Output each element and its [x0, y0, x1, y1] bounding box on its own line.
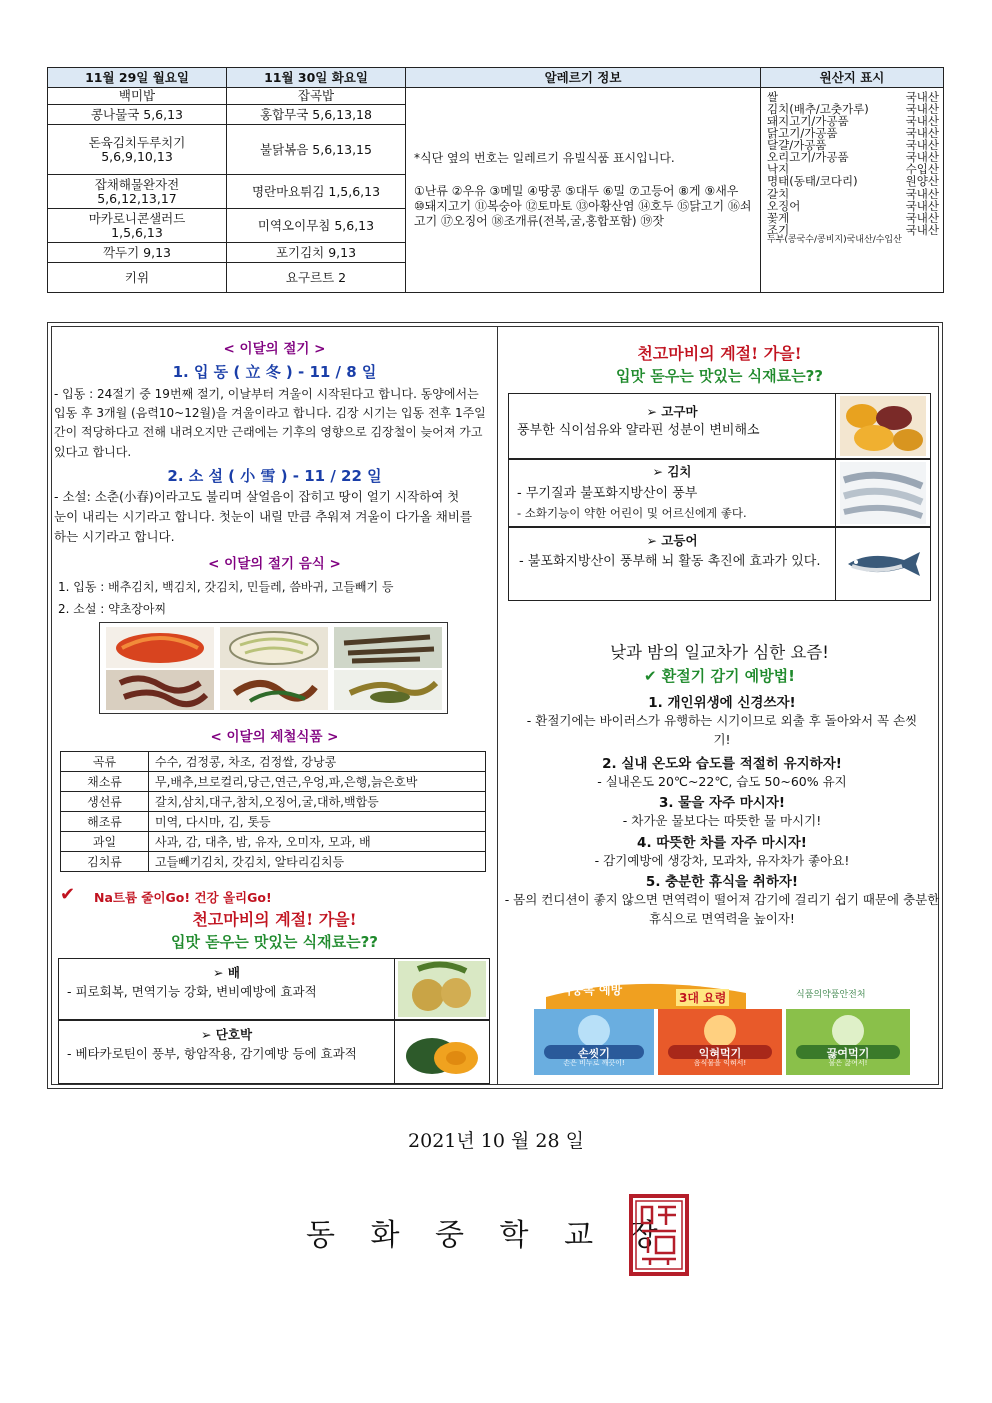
caption-line: 익혀서!	[723, 1059, 747, 1067]
poster-label-cook: 익혀먹기	[698, 1047, 742, 1060]
origin-item: 쌀	[767, 90, 779, 104]
newsletter-frame	[47, 322, 943, 1089]
autumn-title-left: 천고마비의 계절! 가을!	[192, 910, 357, 929]
bullet-icon: ➢	[646, 533, 662, 548]
food-desc-sweet-potato: 풍부한 식이섬유와 얄라핀 성분이 변비해소	[517, 423, 760, 439]
school-seal	[628, 1193, 690, 1277]
term2-title: 2. 소 설 ( 小 雪 ) - 11 / 22 일	[167, 467, 382, 485]
allergy-note: *식단 옆의 번호는 일레르기 유빌식품 표시입니다.	[414, 151, 675, 165]
origin-row	[767, 212, 939, 224]
menu-cell: 불닭볶음 5,6,13,15	[227, 125, 406, 175]
origin-country: 국내산	[905, 102, 939, 117]
food-desc-mackerel: - 불포화지방산이 풍부해 뇌 활동 촉진에 효과가 있다.	[519, 554, 821, 570]
poster-label-handwash: 손씻기	[578, 1047, 610, 1060]
produce-table	[60, 751, 486, 872]
mackerel-image	[836, 528, 930, 600]
produce-row	[61, 812, 486, 832]
origin-item: 꽃게	[767, 210, 790, 225]
produce-row	[61, 792, 486, 812]
produce-title: < 이달의 제철식품 >	[210, 729, 339, 745]
check-icon: ✔	[60, 884, 76, 905]
produce-table-body	[61, 752, 486, 872]
caption-line: 물은	[828, 1059, 843, 1067]
bullet-icon: ➢	[646, 404, 662, 419]
tip-5-heading: 5. 충분한 휴식을 취하자!	[645, 873, 799, 890]
term1-title: 1. 입 동 ( 立 冬 ) - 11 / 8 일	[172, 363, 377, 381]
tip-2-text: - 실내온도 20℃~22℃, 습도 50~60% 유지	[597, 773, 847, 789]
tasty-title-left: 입맛 돋우는 맛있는 식재료는??	[171, 933, 378, 951]
origin-last: 두부(콩국수/콩비지)국내산/수입산	[767, 234, 902, 245]
origin-item: 오징어	[767, 198, 801, 213]
bullet-icon: ➢	[200, 1027, 216, 1042]
origin-item: 닭고기/가공품	[767, 126, 838, 141]
bullet-icon: ➢	[652, 464, 668, 479]
produce-row	[61, 752, 486, 772]
food-text	[509, 394, 836, 458]
caption-line: 깨끗이!	[601, 1059, 625, 1067]
poster-sub: 3대 요령	[676, 989, 729, 1006]
origin-country: 국내산	[905, 222, 939, 237]
poster-cap-boil	[786, 1060, 910, 1067]
header-allergy: 알레르기 정보	[406, 68, 761, 88]
caption-line: 손은 비누로	[563, 1059, 600, 1067]
food-box-pear	[58, 958, 490, 1020]
header-monday: 11월 29일 월요일	[48, 68, 227, 88]
season-food-2: 2. 소설 : 약초장아찌	[58, 602, 167, 616]
origin-item: 명태(동태/코다리)	[767, 174, 858, 189]
menu-cell: 홍합무국 5,6,13,18	[227, 105, 406, 125]
header-tuesday: 11월 30일 화요일	[227, 68, 406, 88]
poster-cap-handwash	[534, 1060, 654, 1067]
origin-item: 돼지고기/가공품	[767, 114, 849, 129]
food-poisoning-poster	[526, 975, 914, 1077]
menu-cell: 미역오이무침 5,6,13	[227, 209, 406, 243]
newsletter-inner-frame	[51, 326, 939, 1085]
poster-cap-cook	[658, 1060, 782, 1067]
tip-1-heading: 1. 개인위생에 신경쓰자!	[648, 695, 796, 711]
origin-country: 국내산	[905, 150, 939, 165]
food-text	[59, 959, 395, 1019]
produce-items: 사과, 감, 대추, 밤, 유자, 오미자, 모과, 배	[149, 832, 486, 852]
produce-category: 과일	[61, 832, 149, 852]
caption-line: 끓여서!	[844, 1059, 868, 1067]
season-food-photos	[99, 622, 448, 714]
produce-items: 미역, 다시마, 김, 톳등	[149, 812, 486, 832]
tip-4-text: - 감기예방에 생강차, 모과차, 유자차가 좋아요!	[594, 852, 850, 868]
column-divider	[497, 327, 498, 1084]
produce-items: 무,배추,브로컬리,당근,연근,우엉,파,은행,늙은호박	[149, 772, 486, 792]
origin-item: 낙지	[767, 162, 790, 177]
origin-row	[767, 188, 939, 200]
food-text	[509, 528, 836, 600]
food-name-pumpkin: 단호박	[215, 1027, 253, 1042]
origin-row	[767, 224, 939, 236]
origin-list	[767, 91, 939, 236]
food-name-sweet-potato: 고구마	[661, 404, 698, 419]
menu-cell: 마카로니콘샐러드 1,5,6,13	[48, 209, 227, 243]
food-box-sweet-potato	[508, 393, 931, 459]
origin-country: 국내산	[905, 138, 939, 153]
autumn-title-text: 천고마비의 계절! 가을!	[637, 344, 802, 363]
food-text	[509, 460, 836, 526]
menu-cell: 키위	[48, 263, 227, 293]
origin-country: 국내산	[905, 126, 939, 141]
origin-item: 조기	[767, 222, 790, 237]
food-name-kimchi: 김치	[667, 464, 692, 479]
origin-country: 국내산	[905, 186, 939, 201]
hairtail-fish-image	[836, 460, 930, 526]
food-desc-pumpkin: - 베타카로틴이 풍부, 항암작용, 감기예방 등에 효과적	[67, 1046, 357, 1062]
tip-4-heading: 4. 따뜻한 차를 자주 마시자!	[637, 834, 807, 851]
origin-country: 수입산	[905, 162, 939, 177]
sodium-slogan: Na트륨 줄이Go! 건강 올리Go!	[94, 890, 272, 905]
menu-cell: 돈육김치두루치기 5,6,9,10,13	[48, 125, 227, 175]
term1-text: - 입동 : 24절기 중 19번째 절기, 이날부터 겨울이 시작된다고 합니다. 동양에서는 입동 후 3개월 (음력10~12월)을 겨울이라고 합니다. 김장 시기는 입동 전후 1주일간이 적당하다고 전해 내려오지만 근래에는 기후의 영향으로 김장철이 늦어져 가고 있다고 합니다.	[54, 387, 486, 459]
food-box-kimchi	[508, 459, 931, 527]
food-desc-kimchi-2: - 소화기능이 약한 어린이 및 어르신에게 좋다.	[517, 506, 747, 521]
cold-title: ✔ 환절기 감기 예방법!	[644, 667, 795, 685]
food-box-pumpkin	[58, 1020, 490, 1084]
allergy-info	[406, 88, 761, 293]
menu-cell: 요구르트 2	[227, 263, 406, 293]
menu-cell: 백미밥	[48, 88, 227, 105]
school-signature: 동 화 중 학 교 장	[306, 1218, 671, 1253]
season-title: < 이달의 절기 >	[223, 341, 326, 357]
seal-stamp	[628, 1193, 690, 1277]
origin-item: 오리고기/가공품	[767, 150, 849, 165]
season-food-photo-grid	[100, 623, 447, 713]
origin-row	[767, 175, 939, 187]
menu-cell: 콩나물국 5,6,13	[48, 105, 227, 125]
pumpkin-image	[395, 1021, 489, 1083]
produce-items: 갈치,삼치,대구,참치,오징어,굴,대하,백합등	[149, 792, 486, 812]
origin-item: 갈치	[767, 186, 790, 201]
bullet-icon: ➢	[213, 965, 228, 980]
caption-line: 음식물을	[693, 1059, 721, 1067]
produce-row	[61, 852, 486, 872]
season-food-title: < 이달의 절기 음식 >	[208, 556, 341, 572]
menu-cell: 잡곡밥	[227, 88, 406, 105]
term2-text: - 소설: 소춘(小春)이라고도 불리며 살얼음이 잡히고 땅이 얼기 시작하여 첫 눈이 내리는 시기라고 합니다. 첫눈이 내릴 만큼 추워져 겨울이 다가올 채비를 하는 시기라고 합니다.	[54, 489, 473, 544]
produce-items: 고들빼기김치, 갓김치, 알타리김치등	[149, 852, 486, 872]
poster-title: 식중독 예방	[560, 983, 623, 997]
sweet-potato-image	[836, 394, 930, 458]
menu-cell: 명란마요튀김 1,5,6,13	[227, 175, 406, 209]
autumn-title-right	[498, 341, 941, 364]
tasty-title-right: 입맛 돋우는 맛있는 식재료는??	[616, 367, 823, 385]
tip-3-text: - 차가운 물보다는 따뜻한 물 마시기!	[622, 813, 822, 829]
origin-row	[767, 200, 939, 212]
origin-item: 달걀/가공품	[767, 138, 827, 153]
menu-table	[47, 67, 944, 293]
tip-1-text: - 환절기에는 바이러스가 유행하는 시기이므로 외출 후 돌아와서 꼭 손씻기!	[526, 713, 918, 748]
food-text	[59, 1021, 395, 1083]
produce-category: 생선류	[61, 792, 149, 812]
origin-country: 국내산	[905, 198, 939, 213]
food-desc-pear: - 피로회복, 면역기능 강화, 변비예방에 효과적	[67, 984, 317, 1000]
temp-title-text: 낮과 밤의 일교차가 심한 요즘!	[610, 643, 829, 662]
produce-category: 곡류	[61, 752, 149, 772]
produce-category: 김치류	[61, 852, 149, 872]
produce-category: 해조류	[61, 812, 149, 832]
cold-tips	[504, 691, 940, 929]
origin-country: 국내산	[905, 114, 939, 129]
food-name-mackerel: 고등어	[661, 533, 698, 548]
header-origin: 원산지 표시	[761, 68, 944, 88]
origin-info	[761, 88, 944, 293]
pear-image	[395, 959, 489, 1019]
origin-item: 김치(배추/고춧가루)	[767, 102, 869, 117]
tip-3-heading: 3. 물을 자주 마시자!	[658, 795, 786, 812]
produce-row	[61, 772, 486, 792]
food-box-mackerel	[508, 527, 931, 601]
food-name-pear: 배	[227, 965, 240, 980]
origin-country: 국내산	[905, 210, 939, 225]
produce-items: 수수, 검정콩, 차조, 검정쌀, 강낭콩	[149, 752, 486, 772]
temp-title	[498, 639, 941, 663]
tip-2-heading: 2. 실내 온도와 습도를 적절히 유지하자!	[602, 755, 842, 772]
menu-row	[48, 88, 944, 105]
menu-header-row	[48, 68, 944, 88]
poster-org: 식품의약품안전처	[796, 990, 866, 1000]
origin-country: 원양산	[905, 174, 939, 189]
menu-cell: 포기김치 9,13	[227, 243, 406, 263]
allergy-list: ①난류 ②우유 ③메밀 ④땅콩 ⑤대두 ⑥밀 ⑦고등어 ⑧게 ⑨새우 ⑩돼지고기 ⑪복숭아 ⑫토마토 ⑬아황산염 ⑭호두 ⑮닭고기 ⑯쇠고기 ⑰오징어 ⑱조개류(전복,굴,홍합포함) ⑲잣	[414, 184, 752, 228]
season-food-1: 1. 입동 : 배추김치, 백김치, 갓김치, 민들레, 씀바귀, 고들빼기 등	[58, 580, 394, 594]
menu-cell: 깍두기 9,13	[48, 243, 227, 263]
poster-label-boil: 끓여먹기	[826, 1047, 870, 1060]
produce-category: 채소류	[61, 772, 149, 792]
origin-country: 국내산	[905, 90, 939, 104]
menu-cell: 잡채해물완자전 5,6,12,13,17	[48, 175, 227, 209]
produce-row	[61, 832, 486, 852]
tip-5-text: - 몸의 컨디션이 좋지 않으면 면역력이 떨어져 감기에 걸리기 쉽기 때문에 충분한 휴식으로 면역력을 높이자!	[504, 891, 940, 927]
food-desc-kimchi-1: - 무기질과 불포화지방산이 풍부	[517, 485, 698, 501]
issue-date: 2021년 10 월 28 일	[408, 1130, 584, 1152]
